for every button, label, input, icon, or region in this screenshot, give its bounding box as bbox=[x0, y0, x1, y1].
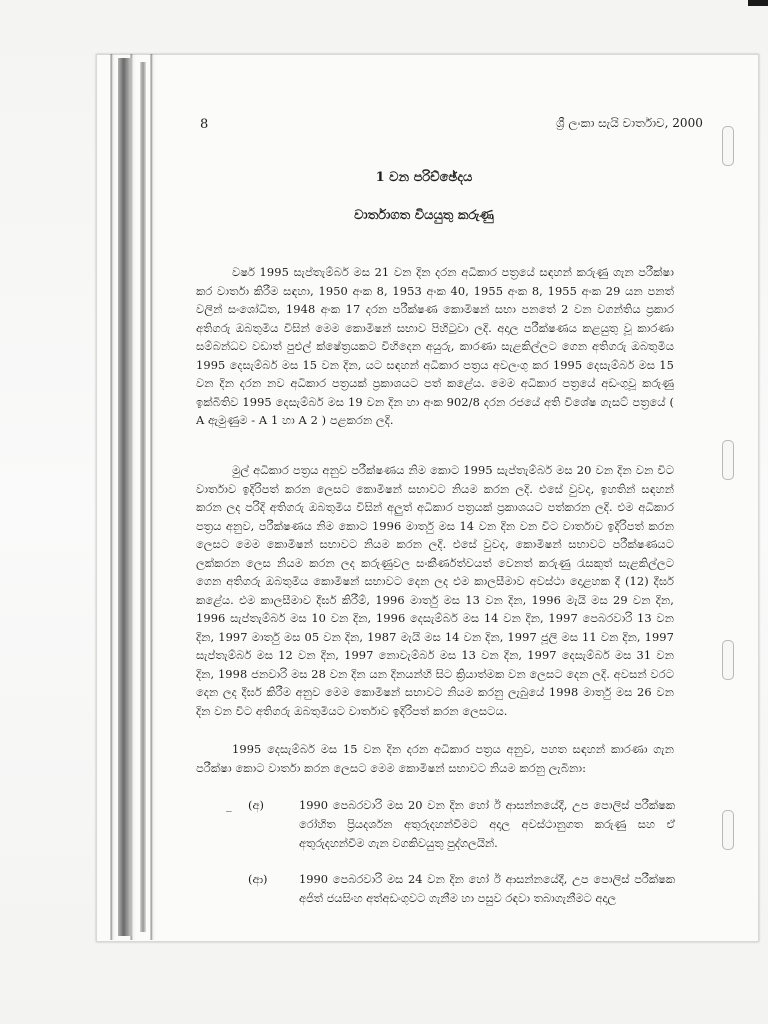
chapter-title: වාර්තාගත වියයුතු කරුණු bbox=[354, 208, 494, 223]
list-marker: (ආ) bbox=[248, 872, 268, 886]
list-item-text: 1990 පෙබරවාරි මස 20 වන දින හෝ ඊ ආසන්නයේදී, උප පොලිස් පරීක්ෂක රෝහිත ප්‍රියදර්ශන අතුරුදහන්වීමට අදාල අවස්ථානුගත කරුණු සහ ඒ අතුරුදහන්වීම ගැන වගකිවයුතු පුද්ගලයින්. bbox=[299, 798, 675, 850]
paragraph-text: වර්ෂ 1995 සැප්තැම්බර් මස 21 වන දින දරන අධිකාර පත්‍රයේ සඳහන් කරුණු ගැන පරීක්ෂා කර වාර්තා කිරීම සඳහා, 1950 අංක 8, 1953 අංක 40, 1955 අංක 8, 1955 අංක 29 යන පනත් වලින් සංශෝධිත, 1948 අංක 17 දරන පරීක්ෂණ කොමිෂන් සභා පනතේ 2 වන වගන්තිය ප්‍රකාර අතිගරු ඔබතුමිය විසින් මෙම කොමිෂන් සභාව පිහිටුවා ලදි. අදාල පරීක්ෂණය කළයුතු වූ කාරණා සම්බන්ධව වඩාත් පුළුල් ක්ෂේත්‍රයකට විහිදෙන අයුරු, කාරණා සැළකිල්ලට ගෙන අතිගරු ඔබතුමිය 1995 දෙසැම්බර් මස 15 වන දින, යට සඳහන් අධිකාර පත්‍රය අවලංගු කර 1995 දෙසැම්බර් මස 15 වන දින දරන නව අධිකාර පත්‍රයක් ප්‍රකාශයට පත් කළේය. මෙම අධිකාර පත්‍රයේ අඩංගුවූ කරුණු ඉක්බිතිව 1995 දෙසැම්බර් මස 19 වන දින හා අංක 902/8 දරන රජයේ අති විශේෂ ගැසට් පත්‍රයේ ( A ඇමුණුම - A 1 හා A 2 ) පළකරන ලදි. bbox=[196, 265, 674, 427]
punch-hole bbox=[722, 440, 734, 480]
punch-hole bbox=[722, 126, 734, 166]
running-header: ශ්‍රී ලංකා සැයි වාර්තාව, 2000 bbox=[556, 116, 703, 130]
scan-edge-mark bbox=[748, 0, 768, 6]
paragraph-text: මුල් අධිකාර පත්‍රය අනුව පරීක්ෂණය නිම කොට 1995 සැප්තැම්බර් මස 20 වන දින වන විට වාර්තාව ඉදිරිපත් කරන ලෙසට කොමිෂන් සභාවට නියම කරන ලදි. එසේ වුවද, ඉහතින් සඳහන් කරන ලද පරිදි අතිගරු ඔබතුමිය විසින් අලුත් අධිකාර පත්‍රයක් ප්‍රකාශයට පත්කරන ලදි. එම අධිකාර පත්‍රය අනුව, පරීක්ෂණය නිම කොට 1996 මාර්තු මස 14 වන දින වන විට වාර්තාව ඉදිරිපත් කරන ලෙසට මෙම කොමිෂන් සභාවට නියම කරන ලදි. එසේ වුවද, කොමිෂන් සභාවට පරීක්ෂණයට ලක්කරන ලෙස නියම කරන ලද කරුණුවල සංකීර්ණත්වයත් වෙනත් කරුණු රැසකුත් සැළකිල්ලට ගෙන අතිගරු ඔබතුමිය කොමිෂන් සභාවට දෙන ලද එම කාලසීමාව අවස්ථා දොළහක දී (12) දීර්ඝ කළේය. එම කාලසීමාව දීර්ඝ කිරීම්, 1996 මාර්තු මස 13 වන දින, 1996 මැයි මස 29 වන දින, 1996 සැප්තැම්බර් මස 10 වන දින, 1996 දෙසැම්බර් මස 14 වන දින, 1997 පෙබරවාරි 13 වන දින, 1997 මාර්තු මස 05 වන දින, 1987 මැයි මස 14 වන දින, 1997 ජූලි මස 11 වන දින, 1997 සැප්තැම්බර් මස 12 වන දින, 1997 නොවැම්බර් මස 13 වන දින, 1997 දෙසැම්බර් මස 31 වන දින, 1998 ජනවාරි මස 28 වන දින යන දිනයන්හි සිට ක්‍රියාත්මක වන ලෙසට දෙන ලදි. අවසන් වරට දෙන ලද දීර්ඝ කිරීම අනුව මෙම කොමිෂන් සභාවට නියම කරනු ලැබුයේ 1998 මාර්තු මස 26 වන දින වන විට අතිගරු ඔබතුමියට වාර්තාව ඉදිරිපත් කරන ලෙසටය. bbox=[196, 463, 674, 718]
paragraph-2 bbox=[196, 461, 674, 719]
paragraph-3 bbox=[196, 740, 674, 778]
punch-hole bbox=[722, 640, 734, 680]
list-item bbox=[196, 796, 676, 856]
list-item-text: 1990 පෙබරවාරි මස 24 වන දින හෝ ඊ ආසන්නයේදී, උප පොලිස් පරීක්ෂක අජිත් ජයසිංහ අත්අඩංගුවට ගැනීම හා පසුව රඳවා තබාගැනීමට අදාල bbox=[299, 872, 675, 905]
punch-hole bbox=[722, 810, 734, 850]
list-marker: (අ) bbox=[248, 798, 264, 812]
binding-spine-edge bbox=[140, 62, 146, 932]
binding-spine bbox=[118, 58, 132, 936]
list-dash: _ bbox=[226, 798, 232, 812]
list-item bbox=[196, 870, 676, 910]
paragraph-text: 1995 දෙසැම්බර් මස 15 වන දින දරන අධිකාර පත්‍රය අනුව, පහත සඳහන් කාරණා ගැන පරීක්ෂා කොට වාර්තා කරන ලෙසට මෙම කොමිෂන් සභාවට නියම කරනු ලැබිනා: bbox=[196, 742, 674, 775]
page-number: 8 bbox=[200, 117, 209, 132]
chapter-heading: 1 වන පරිච්ඡේදය bbox=[375, 170, 473, 185]
paragraph-1 bbox=[196, 263, 674, 439]
